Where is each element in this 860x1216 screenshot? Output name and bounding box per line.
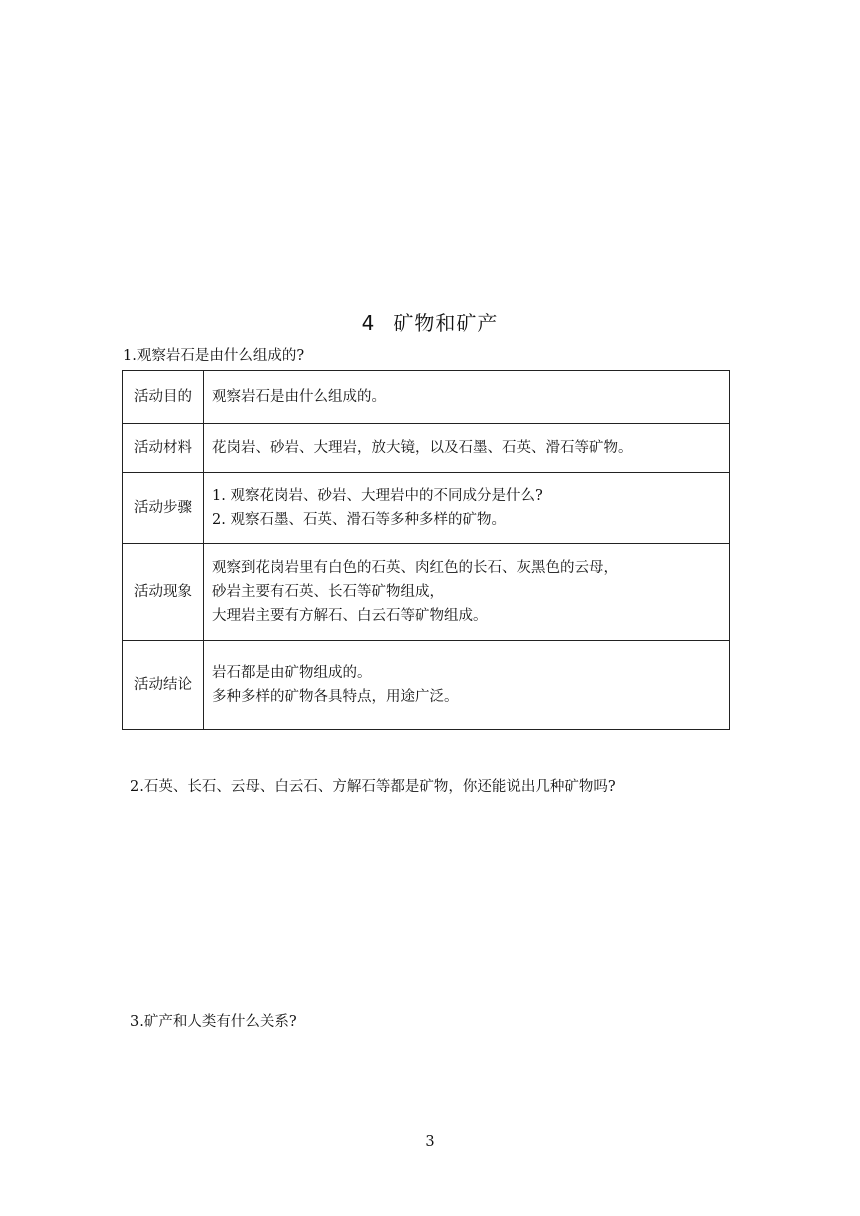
row-content-conclusion: [204, 641, 730, 730]
lesson-title: 矿物和矿产: [393, 311, 499, 335]
row-label-phenomenon: 活动现象: [123, 544, 204, 641]
row-content-steps: [204, 473, 730, 544]
table-row: [123, 544, 730, 641]
table-row: [123, 641, 730, 730]
question-2: 2.石英、长石、云母、白云石、方解石等都是矿物，你还能说出几种矿物吗?: [130, 779, 616, 795]
content-line: 大理岩主要有方解石、白云石等矿物组成。: [212, 608, 488, 624]
row-label-purpose: 活动目的: [123, 371, 204, 424]
content-line: 2. 观察石墨、石英、滑石等多种多样的矿物。: [212, 512, 506, 528]
question-3: 3.矿产和人类有什么关系?: [130, 1014, 297, 1030]
activity-table: [122, 370, 730, 730]
page-title: [0, 309, 860, 337]
row-label-steps: 活动步骤: [123, 473, 204, 544]
content-line: 观察到花岗岩里有白色的石英、肉红色的长石、灰黑色的云母，: [212, 560, 618, 576]
table-row: [123, 371, 730, 424]
content-line: 砂岩主要有石英、长石等矿物组成，: [212, 584, 444, 600]
row-label-conclusion: 活动结论: [123, 641, 204, 730]
page-number: 3: [425, 1134, 435, 1150]
row-content-purpose: [204, 371, 730, 424]
table-row: [123, 473, 730, 544]
row-content-materials: [204, 424, 730, 473]
row-content-phenomenon: [204, 544, 730, 641]
lesson-number: 4: [361, 311, 376, 335]
content-line: 多种多样的矿物各具特点，用途广泛。: [212, 689, 459, 705]
content-line: 观察岩石是由什么组成的。: [212, 389, 386, 405]
content-line: 1. 观察花岗岩、砂岩、大理岩中的不同成分是什么?: [212, 488, 543, 504]
row-label-materials: 活动材料: [123, 424, 204, 473]
question-1: 1.观察岩石是由什么组成的?: [123, 348, 305, 364]
table-row: [123, 424, 730, 473]
content-line: 花岗岩、砂岩、大理岩，放大镜，以及石墨、石英、滑石等矿物。: [212, 440, 633, 456]
content-line: 岩石都是由矿物组成的。: [212, 665, 372, 681]
